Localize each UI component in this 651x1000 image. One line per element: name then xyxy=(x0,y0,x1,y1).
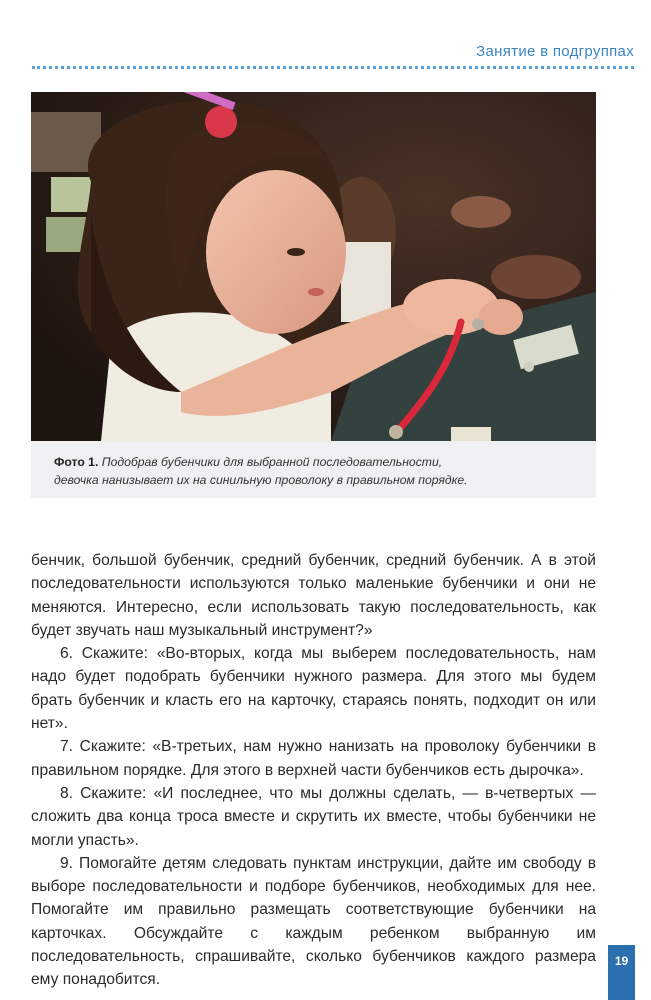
paragraph-step-6: 6. Скажите: «Во-вторых, когда мы выберем последовательность, нам надо будет подобрать бубенчики нужного размера. Для этого мы будем брать бубенчик и класть его на карточку, стараясь понять, подходит он или нет». xyxy=(31,645,596,733)
caption-label: Фото 1. xyxy=(54,455,99,469)
photo-girl-threading-bells xyxy=(31,92,596,441)
photo-illustration xyxy=(31,92,596,441)
header-dotted-divider xyxy=(32,66,634,69)
body-text xyxy=(31,549,596,992)
caption-line-2: девочка нанизывает их на синильную проволоку в правильном порядке. xyxy=(54,473,468,487)
paragraph-step-8: 8. Скажите: «И последнее, что мы должны сделать, — в-четвертых — сложить два конца троса вместе и скрутить их вместе, чтобы бубенчики не могли упасть». xyxy=(31,784,596,849)
page-number-tab: 19 xyxy=(608,945,635,1000)
caption-line-1: Подобрав бубенчики для выбранной последовательности, xyxy=(101,455,443,469)
photo-caption xyxy=(54,453,584,489)
paragraph-step-7: 7. Скажите: «В-третьих, нам нужно нанизать на проволоку бубенчики в правильном порядке. Для этого в верхней части бубенчиков есть дырочка». xyxy=(31,738,596,779)
paragraph-continuation: бенчик, большой бубенчик, средний бубенчик, средний бубенчик. А в этой последовательности используются только маленькие бубенчики и они не меняются. Интересно, если использовать такую последовательность, как будет звучать наш музыкальный инструмент?» xyxy=(31,552,596,639)
paragraph-step-9: 9. Помогайте детям следовать пунктам инструкции, дайте им свободу в выборе последовательности и подборе бубенчиков, необходимых для нее. Помогайте им правильно размещать соответствующие бубенчики на карточках. Обсуждайте с каждым ребенком выбранную им последовательность, спрашивайте, сколько бубенчиков каждого размера ему понадобится. xyxy=(31,854,596,989)
chapter-header-title: Занятие в подгруппах xyxy=(476,43,634,60)
